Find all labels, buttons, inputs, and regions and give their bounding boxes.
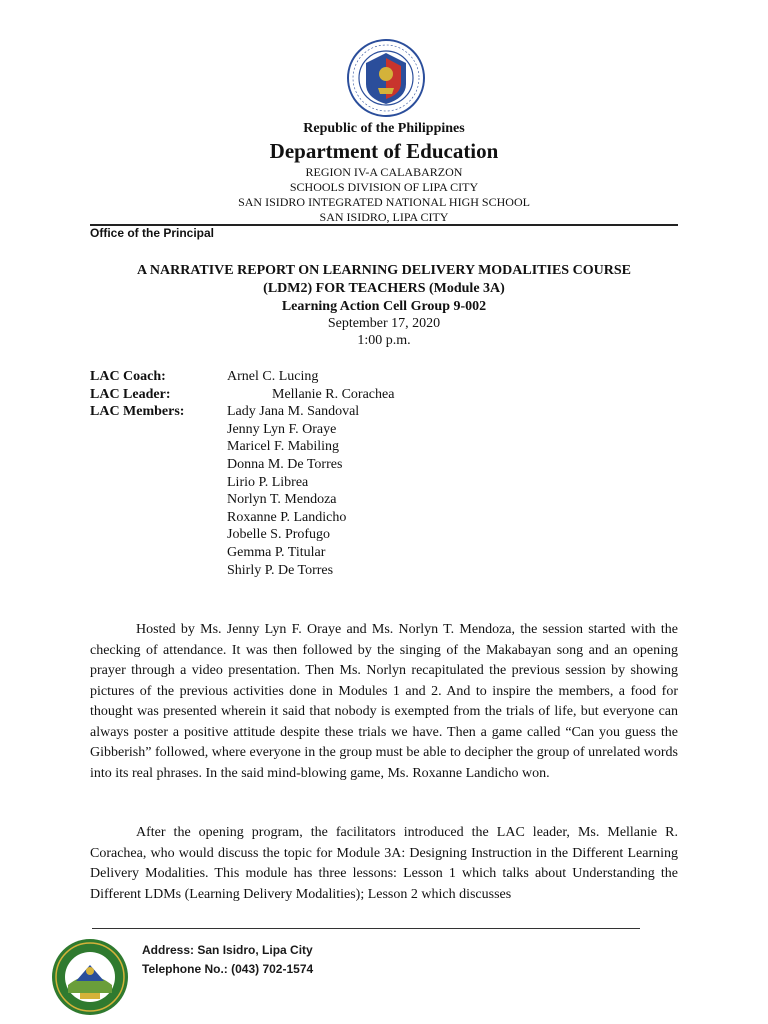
lac-leader-label: LAC Leader: <box>90 386 171 402</box>
list-item: Lirio P. Librea <box>227 474 309 490</box>
footer-divider <box>92 928 640 929</box>
list-item: Shirly P. De Torres <box>227 562 334 578</box>
deped-seal-icon <box>346 38 426 118</box>
office-address-block <box>0 165 768 225</box>
list-item: Maricel F. Mabiling <box>227 439 340 455</box>
report-time: 1:00 p.m. <box>357 333 411 348</box>
report-title-line-1: A NARRATIVE REPORT ON LEARNING DELIVERY MODALITIES COURSE <box>137 263 631 278</box>
lac-coach-name: Arnel C. Lucing <box>227 369 319 384</box>
list-item: Roxanne P. Landicho <box>227 509 347 525</box>
region-line: REGION IV-A CALABARZON <box>305 165 463 179</box>
list-item: Lady Jana M. Sandoval <box>227 404 360 420</box>
report-date: September 17, 2020 <box>327 316 441 331</box>
report-meta <box>0 315 768 349</box>
narrative-paragraph-1: Hosted by Ms. Jenny Lyn F. Oraye and Ms. Norlyn T. Mendoza, the session started with the checking of attendance. It was then followed by the singing of the Makabayan song and an opening prayer through a video presentation. Then Ms. Norlyn recapitulated the previous session by showing pictures of the previous activities done in Modules 1 and 2. And to inspire the members, a food for thought was presented wherein it said that nobody is exempted from the trials of life, but everyone can always poster a positive attitude despite these trials we have. Then a game called “Can you guess the Gibberish” followed, where everyone in the group must be able to decipher the group of unrelated words into its real phrases. In the said mind-blowing game, Ms. Roxanne Landicho won. <box>90 622 678 781</box>
report-title-line-2: (LDM2) FOR TEACHERS (Module 3A) <box>263 281 505 296</box>
department-name: Department of Education <box>269 139 499 163</box>
list-item: Jobelle S. Profugo <box>227 527 331 543</box>
list-item: Jenny Lyn F. Oraye <box>227 421 337 437</box>
report-title-line-3: Learning Action Cell Group 9-002 <box>281 299 487 314</box>
lac-members-list <box>227 403 359 579</box>
list-item: Donna M. De Torres <box>227 456 343 472</box>
lac-leader-name: Mellanie R. Corachea <box>272 386 395 402</box>
report-title <box>0 262 768 316</box>
footer-contact <box>142 941 313 979</box>
lac-members-label: LAC Members: <box>90 404 185 420</box>
narrative-paragraph-2: After the opening program, the facilitators introduced the LAC leader, Ms. Mellanie R. Corachea, who would discuss the topic for Module 3A: Designing Instruction in the Different Learning Delivery Modalities. This module has three lessons: Lesson 1 which talks about Understanding the Different LDMs (Learning Delivery Modalities); Lesson 2 which discusses <box>90 825 678 902</box>
lac-coach-label: LAC Coach: <box>90 369 166 384</box>
republic-line: Republic of the Philippines <box>303 121 465 136</box>
lac-members-row <box>90 403 394 579</box>
lac-roster <box>90 368 394 579</box>
school-seal-icon <box>50 937 130 1017</box>
office-label: Office of the Principal <box>90 226 215 240</box>
footer-telephone: Telephone No.: (043) 702-1574 <box>142 962 314 976</box>
school-line: SAN ISIDRO INTEGRATED NATIONAL HIGH SCHOOL <box>238 195 530 209</box>
list-item: Norlyn T. Mendoza <box>227 492 337 508</box>
location-line: SAN ISIDRO, LIPA CITY <box>319 210 449 224</box>
lac-coach-row <box>90 368 394 386</box>
lac-leader-row <box>90 386 394 404</box>
division-line: SCHOOLS DIVISION OF LIPA CITY <box>289 180 479 194</box>
footer-address: Address: San Isidro, Lipa City <box>142 943 313 957</box>
list-item: Gemma P. Titular <box>227 544 326 560</box>
